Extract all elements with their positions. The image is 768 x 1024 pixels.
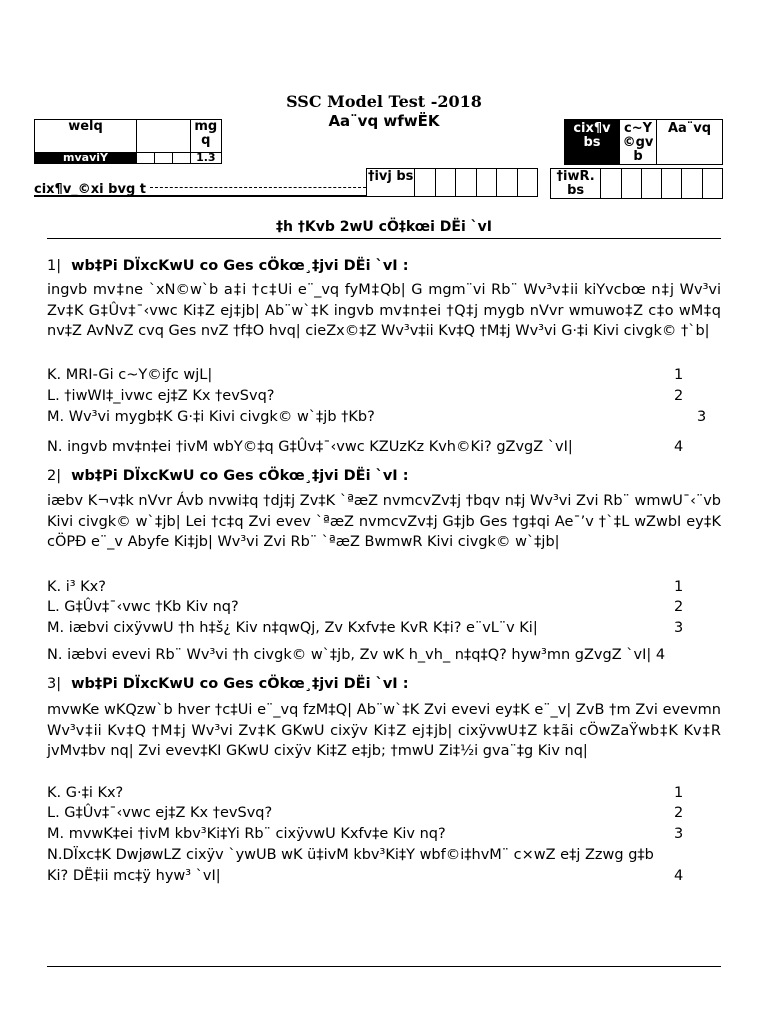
option-mark: 2 <box>674 599 684 615</box>
roll-digit-box[interactable] <box>497 169 517 197</box>
question-heading <box>47 258 409 274</box>
roll-digit-box[interactable] <box>415 169 435 197</box>
reg-digit-box[interactable] <box>641 169 661 199</box>
subject-title: Aa¨vq wfwËK <box>328 112 440 130</box>
question-number: 2| <box>47 468 62 484</box>
option-mark: 2 <box>674 805 684 821</box>
full-marks-label: c~Y ©gv b <box>620 120 657 165</box>
chapter-label: Aa¨vq <box>657 120 723 165</box>
time-boxes <box>137 153 191 164</box>
option-m: M. Wv³vi mygb‡K G·‡i Kivi civgk© w`‡jb †Kb? <box>47 409 375 425</box>
option-m: M. iæbvi cixÿvwU †h h‡š¿ Kiv n‡qwQj, Zv Kxfv‡e KvR K‡i? e¨vL¨v Ki| <box>47 620 538 636</box>
roll-number-box <box>366 168 538 197</box>
question-number: 3| <box>47 676 62 692</box>
question-passage: mvwKe wKQzw`b hver †c‡Ui e¨_vq fzM‡Q| Ab¨w`‡K Zvi evevi ey‡K e¨_v| ZvB †m Zvi evevmn Wv³v‡ii Kv‡Q †M‡j Wv³vi Zv‡K GKwU cixÿv Ki‡Z ej‡jb| cixÿvwU‡Z k‡ãi cÖwZaŸwb‡K Kv‡R jvMv‡bv nq| Zvi evev‡KI GKwU cixÿv Ki‡Z e‡jb; †mwU Zi‡½i gva¨‡g Kiv nq| <box>47 702 721 759</box>
option-mark: 2 <box>674 388 684 404</box>
option-mark: 1 <box>674 367 684 383</box>
roll-digit-box[interactable] <box>435 169 455 197</box>
question-number: 1| <box>47 258 62 274</box>
exam-info-box <box>564 119 723 165</box>
option-mark: 1 <box>674 785 684 801</box>
reg-digit-box[interactable] <box>662 169 682 199</box>
option-mark: 4 <box>674 439 684 455</box>
roll-label: †ivj bs <box>367 169 415 197</box>
option-l: L. G‡Ûv‡¯‹vwc ej‡Z Kx †evSvq? <box>47 805 273 821</box>
roll-digit-box[interactable] <box>456 169 476 197</box>
set-label: mg q <box>190 120 221 153</box>
time-value: 1.3 <box>190 153 221 164</box>
option-mark: 3 <box>674 620 684 636</box>
option-n: N. iæbvi evevi Rb¨ Wv³vi †h civgk© w`‡jb, Zv wK h_vh_ n‡q‡Q? hyw³mn gZvgZ `vI| 4 <box>47 647 666 663</box>
name-underline <box>34 195 366 197</box>
option-k: K. MRI-Gi c~Y©iƒc wjL| <box>47 367 213 383</box>
section-heading: ‡h †Kvb 2wU cÖ‡kœi DËi `vI <box>276 219 492 235</box>
option-l: L. †iwWI‡_ivwc ej‡Z Kx †evSvq? <box>47 388 275 404</box>
option-mark: 3 <box>674 826 684 842</box>
question-instruction: wb‡Pi DÏxcKwU co Ges cÖkœ¸‡jvi DËi `vI : <box>71 676 409 692</box>
roll-digit-box[interactable] <box>476 169 496 197</box>
registration-number-box <box>550 168 723 199</box>
question-heading <box>47 468 409 484</box>
exam-no-label: cix¶v bs <box>565 120 620 165</box>
option-k: K. G·‡i Kx? <box>47 785 124 801</box>
reg-digit-box[interactable] <box>621 169 641 199</box>
option-m: M. mvwK‡ei †ivM kbv³Ki‡Yi Rb¨ cixÿvwU Kxfv‡e Kiv nq? <box>47 826 446 842</box>
question-passage: iæbv K¬v‡k nVvr Ávb nvwi‡q †dj‡j Zv‡K `ªæZ nvmcvZv‡j †bqv n‡j Wv³vi Zvi Rb¨ wmwU¯‹¨vb Kivi civgk© w`‡jb| Lei †c‡q Zvi evev `ªæZ nvmcvZv‡j G‡jb Ges †g‡qi Ae¯’v †`‡L wZwbI ey‡K cÖPÐ e¨_v Abyfe Ki‡jb| Wv³vi Zvi Rb¨ `ªæZ BwmwR Kivi civgk© w`‡jb| <box>47 493 721 550</box>
registration-label: †iwR. bs <box>551 169 601 199</box>
reg-digit-box[interactable] <box>682 169 702 199</box>
page-title: SSC Model Test -2018 <box>286 92 482 111</box>
blank-cell <box>137 120 191 153</box>
candidate-info-box <box>34 119 222 164</box>
reg-digit-box[interactable] <box>702 169 722 199</box>
question-instruction: wb‡Pi DÏxcKwU co Ges cÖkœ¸‡jvi DËi `vI : <box>71 258 409 274</box>
subject-label: welq <box>35 120 137 153</box>
question-heading <box>47 676 409 692</box>
reg-digit-box[interactable] <box>601 169 621 199</box>
option-mark: 3 <box>697 409 707 425</box>
question-instruction: wb‡Pi DÏxcKwU co Ges cÖkœ¸‡jvi DËi `vI : <box>71 468 409 484</box>
option-n: N. ingvb mv‡n‡ei †ivM wbY©‡q G‡Ûv‡¯‹vwc KZUzKz Kvh©Ki? gZvgZ `vI| <box>47 439 573 455</box>
heading-rule <box>47 238 721 239</box>
option-l: L. G‡Ûv‡¯‹vwc †Kb Kiv nq? <box>47 599 239 615</box>
option-mark: 1 <box>674 579 684 595</box>
option-mark: 4 <box>674 868 684 884</box>
time-label: mvaviY <box>35 153 137 164</box>
question-passage: ingvb mv‡ne `xN©w`b a‡i †c‡Ui e¨_vq fyM‡Qb| G mgm¨vi Rb¨ Wv³v‡ii kiYvcbœ n‡j Wv³vi Zv‡K G‡Ûv‡¯‹vwc Ki‡Z ej‡jb| Ab¨w`‡K ingvb mv‡n‡ei †Q‡j mygb nVvr wmuwo‡Z c‡o wM‡q nv‡Z AvNvZ cvq Ges nvZ †f‡O hvq| cieZx©‡Z Wv³v‡ii Kv‡Q †M‡j Wv³vi G·‡i Kivi civgk© †`b| <box>47 282 721 339</box>
option-k: K. i³ Kx? <box>47 579 106 595</box>
footer-rule <box>47 966 721 967</box>
name-dotted-line <box>150 187 366 188</box>
roll-digit-box[interactable] <box>517 169 538 197</box>
candidate-name-label: cix¶v_©xi bvg t <box>34 182 146 197</box>
option-mark: 4 <box>655 647 666 663</box>
option-n: N.DÏxc‡K DwjøwLZ cixÿv `ywUB wK ü‡ivM kbv³Ki‡Y wbf©i‡hvM¨ c×wZ e‡j Zzwg g‡b Ki? DË‡ii mc‡ÿ hyw³ `vI| <box>47 847 654 884</box>
